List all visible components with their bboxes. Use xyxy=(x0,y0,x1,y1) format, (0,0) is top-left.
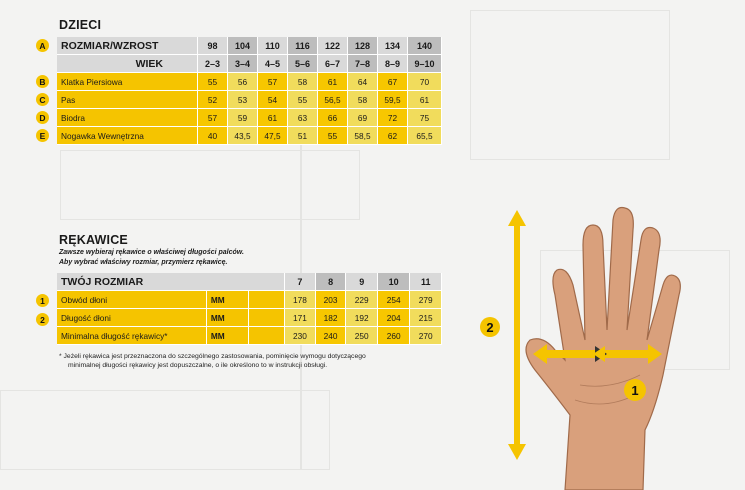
age-cell: 8–9 xyxy=(378,55,408,73)
length-arrow xyxy=(508,210,526,460)
size-cell: 7 xyxy=(285,273,316,291)
age-cell: 2–3 xyxy=(198,55,228,73)
value-cell: 57 xyxy=(198,109,228,127)
value-cell: 279 xyxy=(410,291,442,309)
badge-b: B xyxy=(36,75,49,88)
gloves-section-title: RĘKAWICE xyxy=(59,233,128,247)
value-cell: 40 xyxy=(198,127,228,145)
table-row xyxy=(57,127,442,145)
badge-e: E xyxy=(36,129,49,142)
age-cell: 7–8 xyxy=(348,55,378,73)
age-cell: 6–7 xyxy=(318,55,348,73)
value-cell: 54 xyxy=(258,91,288,109)
value-cell: 250 xyxy=(346,327,378,345)
value-cell: 55 xyxy=(198,73,228,91)
size-cell: 110 xyxy=(258,37,288,55)
table-row xyxy=(57,309,442,327)
value-cell: 182 xyxy=(316,309,347,327)
size-cell: 8 xyxy=(316,273,347,291)
gloves-header-label: TWÓJ ROZMIAR xyxy=(57,273,285,291)
size-cell: 11 xyxy=(410,273,442,291)
value-cell: 64 xyxy=(348,73,378,91)
row-label: Nogawka Wewnętrzna xyxy=(57,127,198,145)
row-label: Obwód dłoni xyxy=(57,291,207,309)
marker-1-label: 1 xyxy=(631,383,639,398)
age-cell: 5–6 xyxy=(288,55,318,73)
spacer-cell xyxy=(249,327,285,345)
size-cell: 104 xyxy=(228,37,258,55)
value-cell: 270 xyxy=(410,327,442,345)
gloves-size-table xyxy=(57,273,442,345)
value-cell: 65,5 xyxy=(408,127,442,145)
value-cell: 51 xyxy=(288,127,318,145)
hand-measurement-illustration xyxy=(486,200,745,490)
value-cell: 75 xyxy=(408,109,442,127)
value-cell: 230 xyxy=(285,327,316,345)
value-cell: 58 xyxy=(288,73,318,91)
row-label: Pas xyxy=(57,91,198,109)
value-cell: 62 xyxy=(378,127,408,145)
value-cell: 61 xyxy=(408,91,442,109)
value-cell: 215 xyxy=(410,309,442,327)
value-cell: 63 xyxy=(288,109,318,127)
gloves-header-row xyxy=(57,273,442,291)
value-cell: 240 xyxy=(316,327,347,345)
value-cell: 55 xyxy=(288,91,318,109)
gloves-note-line2: Aby wybrać właściwy rozmiar, przymierz rękawicę. xyxy=(59,259,228,266)
value-cell: 61 xyxy=(258,109,288,127)
value-cell: 57 xyxy=(258,73,288,91)
size-header-row xyxy=(57,37,442,55)
size-cell: 128 xyxy=(348,37,378,55)
spacer-cell xyxy=(249,291,285,309)
size-cell: 116 xyxy=(288,37,318,55)
value-cell: 58,5 xyxy=(348,127,378,145)
value-cell: 59 xyxy=(228,109,258,127)
size-cell: 98 xyxy=(198,37,228,55)
badge-1: 1 xyxy=(36,294,49,307)
size-cell: 134 xyxy=(378,37,408,55)
value-cell: 254 xyxy=(378,291,410,309)
age-cell: 4–5 xyxy=(258,55,288,73)
gloves-note-line1: Zawsze wybieraj rękawice o właściwej długości palców. xyxy=(59,249,244,256)
value-cell: 61 xyxy=(318,73,348,91)
value-cell: 59,5 xyxy=(378,91,408,109)
value-cell: 55 xyxy=(318,127,348,145)
value-cell: 178 xyxy=(285,291,316,309)
value-cell: 66 xyxy=(318,109,348,127)
value-cell: 56 xyxy=(228,73,258,91)
unit-cell: MM xyxy=(207,327,249,345)
value-cell: 67 xyxy=(378,73,408,91)
age-header-row xyxy=(57,55,442,73)
children-section-title: DZIECI xyxy=(59,18,102,32)
value-cell: 43,5 xyxy=(228,127,258,145)
background-line xyxy=(0,390,330,470)
unit-cell: MM xyxy=(207,309,249,327)
table-row xyxy=(57,291,442,309)
value-cell: 56,5 xyxy=(318,91,348,109)
children-size-table xyxy=(57,37,442,145)
gloves-footnote-line2: minimalnej długości rękawicy jest dopuszczalne, o ile określono to w instrukcji obsługi. xyxy=(68,362,328,369)
badge-2: 2 xyxy=(36,313,49,326)
row-label: Minimalna długość rękawicy* xyxy=(57,327,207,345)
age-cell: 3–4 xyxy=(228,55,258,73)
age-cell: 9–10 xyxy=(408,55,442,73)
value-cell: 58 xyxy=(348,91,378,109)
row-label: Długość dłoni xyxy=(57,309,207,327)
size-cell: 140 xyxy=(408,37,442,55)
value-cell: 171 xyxy=(285,309,316,327)
background-line xyxy=(60,150,360,220)
size-cell: 9 xyxy=(346,273,378,291)
value-cell: 72 xyxy=(378,109,408,127)
table-row xyxy=(57,73,442,91)
value-cell: 204 xyxy=(378,309,410,327)
value-cell: 229 xyxy=(346,291,378,309)
badge-c: C xyxy=(36,93,49,106)
value-cell: 260 xyxy=(378,327,410,345)
table-row xyxy=(57,109,442,127)
size-header-label: ROZMIAR/WZROST xyxy=(57,37,198,55)
table-row xyxy=(57,91,442,109)
value-cell: 70 xyxy=(408,73,442,91)
badge-a: A xyxy=(36,39,49,52)
background-line xyxy=(470,10,670,160)
value-cell: 203 xyxy=(316,291,347,309)
value-cell: 53 xyxy=(228,91,258,109)
value-cell: 69 xyxy=(348,109,378,127)
spacer-cell xyxy=(249,309,285,327)
table-row xyxy=(57,327,442,345)
value-cell: 192 xyxy=(346,309,378,327)
size-cell: 10 xyxy=(378,273,410,291)
row-label: Klatka Piersiowa xyxy=(57,73,198,91)
size-cell: 122 xyxy=(318,37,348,55)
marker-2-label: 2 xyxy=(486,320,494,335)
unit-cell: MM xyxy=(207,291,249,309)
badge-d: D xyxy=(36,111,49,124)
value-cell: 47,5 xyxy=(258,127,288,145)
row-label: Biodra xyxy=(57,109,198,127)
gloves-footnote-line1: * Jeżeli rękawica jest przeznaczona do szczególnego zastosowania, pominięcie wymogu dotyczącego xyxy=(59,353,366,360)
age-header-label: WIEK xyxy=(57,55,198,73)
value-cell: 52 xyxy=(198,91,228,109)
